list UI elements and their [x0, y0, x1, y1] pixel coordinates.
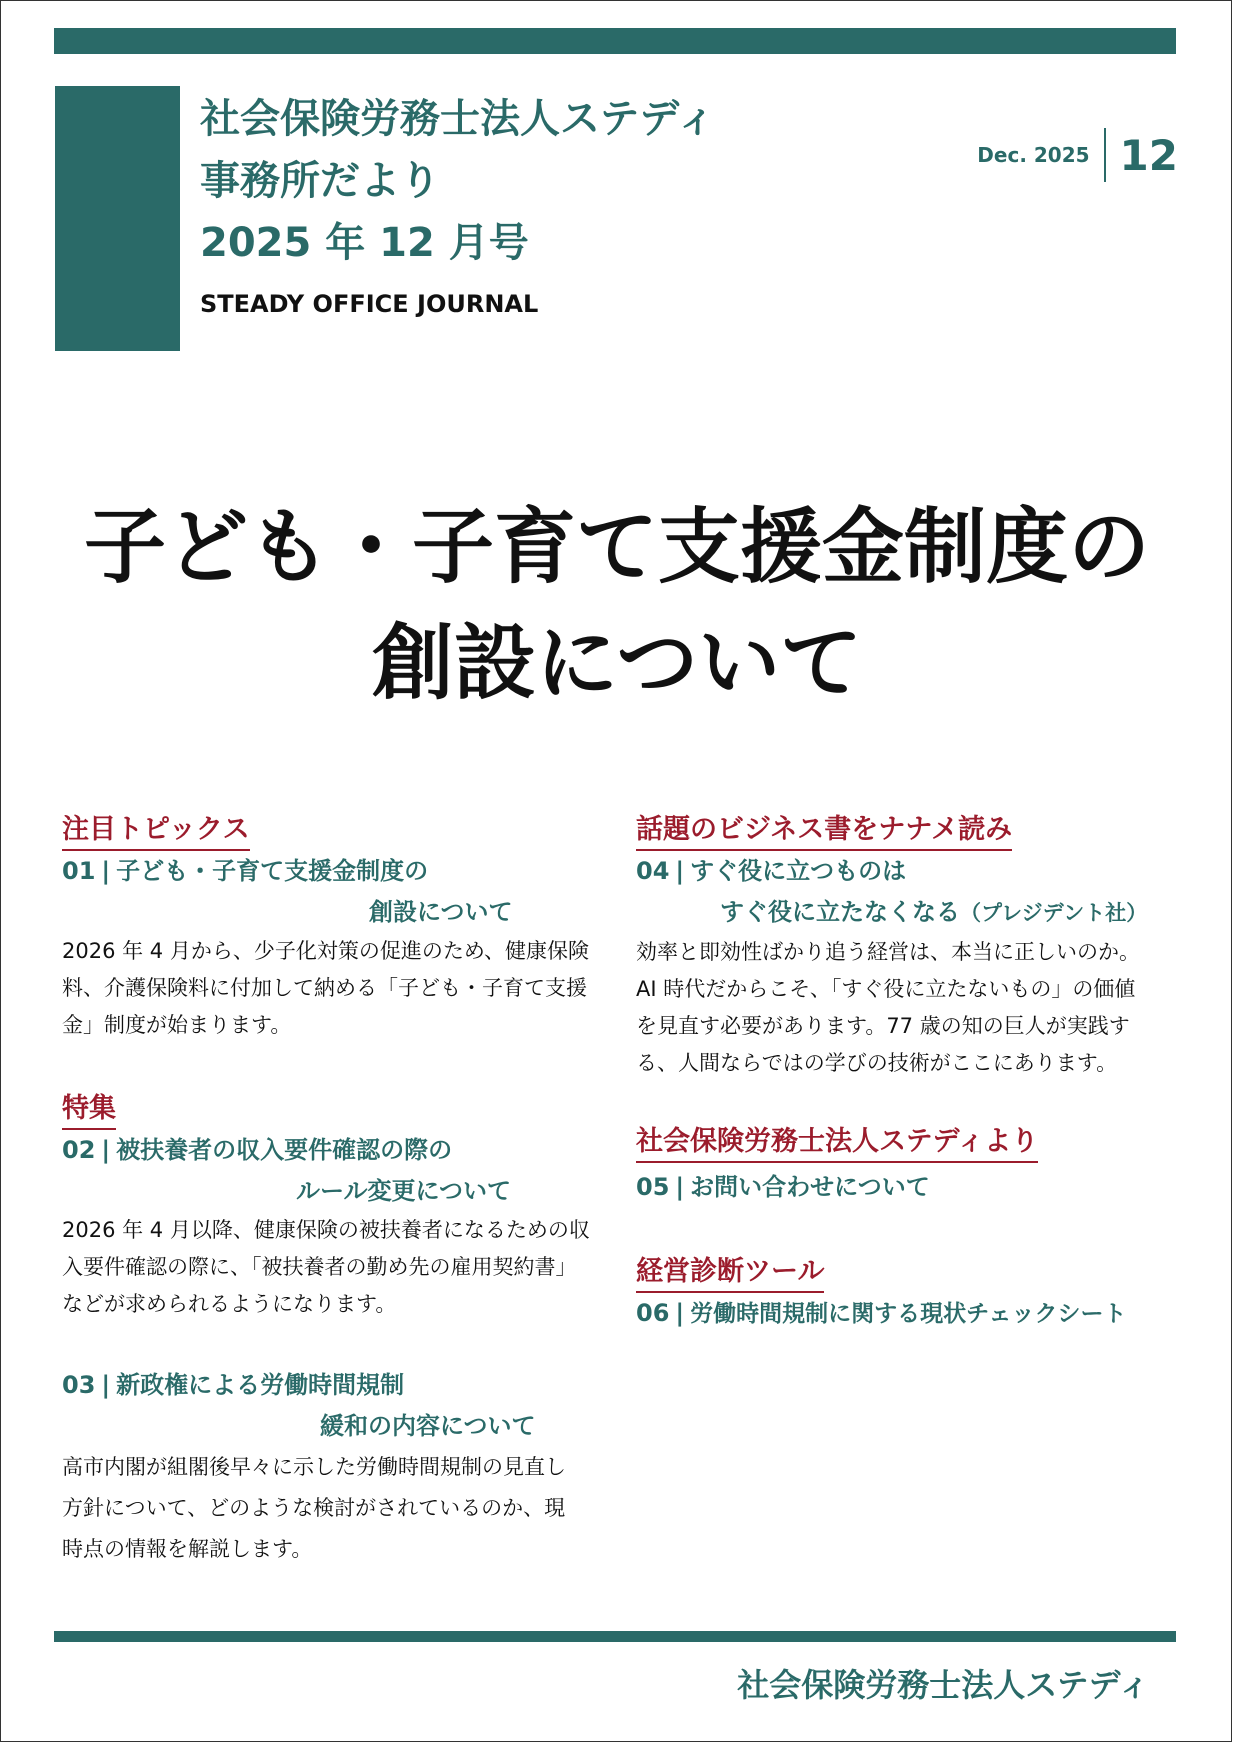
article-title-line-2: 緩和の内容について	[320, 1412, 536, 1440]
article-number: 04	[636, 857, 670, 885]
article-title-line-1: すぐ役に立つものは	[690, 857, 907, 885]
masthead	[200, 88, 716, 318]
article-05[interactable]	[636, 1167, 1196, 1208]
right-column	[636, 812, 1196, 1335]
footer-org-name: 社会保険労務士法人ステディ	[737, 1666, 1150, 1704]
article-03[interactable]	[62, 1365, 602, 1570]
article-title-line-1: 新政権による労働時間規制	[116, 1371, 405, 1399]
article-02-title-cont	[62, 1171, 602, 1212]
description-line: 入要件確認の際に、「被扶養者の勤め先の雇用契約書」	[62, 1255, 577, 1279]
section-label-office: 社会保険労務士法人ステディより	[636, 1124, 1038, 1163]
article-02[interactable]	[62, 1130, 602, 1323]
masthead-newsletter-name: 事務所だより	[200, 158, 440, 204]
description-line: 金」制度が始まります。	[62, 1013, 292, 1037]
journal-name: STEADY OFFICE JOURNAL	[200, 290, 539, 318]
article-title: 労働時間規制に関する現状チェックシート	[690, 1301, 1127, 1327]
article-04[interactable]	[636, 851, 1196, 1082]
article-number: 05	[636, 1173, 670, 1201]
masthead-color-block	[55, 86, 180, 351]
article-04-title-cont	[636, 892, 1196, 934]
description-line: 高市内閣が組閣後早々に示した労働時間規制の見直し	[62, 1455, 566, 1479]
description-line: 時点の情報を解説します。	[62, 1537, 313, 1561]
masthead-org-name: 社会保険労務士法人ステディ	[200, 96, 716, 142]
section-label-tool: 経営診断ツール	[636, 1254, 824, 1293]
description-line: 方針について、どのような検討がされているのか、現	[62, 1496, 566, 1520]
article-06[interactable]	[636, 1293, 1196, 1335]
description-line: る、人間ならではの学びの技術がここにあります。	[636, 1051, 1118, 1075]
article-title-line-2: ルール変更について	[296, 1177, 512, 1205]
article-04-title: 04 | すぐ役に立つものは	[636, 857, 907, 885]
article-number: 01	[62, 857, 96, 885]
masthead-issue: 2025 年 12 月号	[200, 220, 529, 266]
description-line: を見直す必要があります。77 歳の知の巨人が実践す	[636, 1014, 1130, 1038]
description-line: AI 時代だからこそ、「すぐ役に立たないもの」の価値	[636, 977, 1136, 1001]
article-01-description	[62, 933, 602, 1044]
section-label-topics: 注目トピックス	[62, 812, 250, 851]
article-title-line-2: すぐ役に立たなくなる	[720, 898, 960, 926]
headline-line-1: 子ども・子育て支援金制度の	[83, 500, 1150, 595]
article-number: 06	[636, 1299, 670, 1327]
article-05-title: 05 | お問い合わせについて	[636, 1173, 930, 1201]
description-line: 2026 年 4 月以降、健康保険の被扶養者になるための収	[62, 1218, 590, 1242]
article-03-title: 03 | 新政権による労働時間規制	[62, 1371, 405, 1399]
article-03-description	[62, 1447, 602, 1570]
description-line: 効率と即効性ばかり追う経営は、本当に正しいのか。	[636, 940, 1140, 964]
article-02-title: 02 | 被扶養者の収入要件確認の際の	[62, 1136, 453, 1164]
article-01-title-cont	[62, 892, 602, 933]
article-title-line-1: 被扶養者の収入要件確認の際の	[116, 1136, 453, 1164]
article-title-line-1: 子ども・子育て支援金制度の	[116, 857, 429, 885]
article-01[interactable]	[62, 851, 602, 1044]
article-title-line-2: 創設について	[369, 898, 513, 926]
article-04-description	[636, 934, 1196, 1082]
article-01-title: 01 | 子ども・子育て支援金制度の	[62, 857, 429, 885]
article-number: 03	[62, 1371, 96, 1399]
main-headline	[0, 490, 1234, 722]
section-label-books: 話題のビジネス書をナナメ読み	[636, 812, 1012, 851]
description-line: 料、介護保険料に付加して納める「子ども・子育て支援	[62, 976, 587, 1000]
headline-line-2: 創設について	[371, 616, 863, 711]
article-title: お問い合わせについて	[690, 1173, 930, 1201]
left-column	[62, 812, 602, 1570]
description-line: などが求められるようになります。	[62, 1292, 397, 1316]
top-accent-bar	[54, 28, 1176, 54]
issue-date: Dec. 2025	[977, 143, 1090, 167]
section-label-feature: 特集	[62, 1091, 116, 1130]
issue-indicator	[977, 128, 1178, 182]
issue-number: 12	[1119, 130, 1178, 180]
article-publisher: （プレジデント社）	[960, 901, 1148, 925]
bottom-accent-bar	[54, 1631, 1176, 1642]
description-line: 2026 年 4 月から、少子化対策の促進のため、健康保険	[62, 939, 589, 963]
article-06-title: 06 | 労働時間規制に関する現状チェックシート	[636, 1299, 1127, 1327]
article-number: 02	[62, 1136, 96, 1164]
article-02-description	[62, 1212, 602, 1323]
article-03-title-cont	[62, 1406, 602, 1447]
